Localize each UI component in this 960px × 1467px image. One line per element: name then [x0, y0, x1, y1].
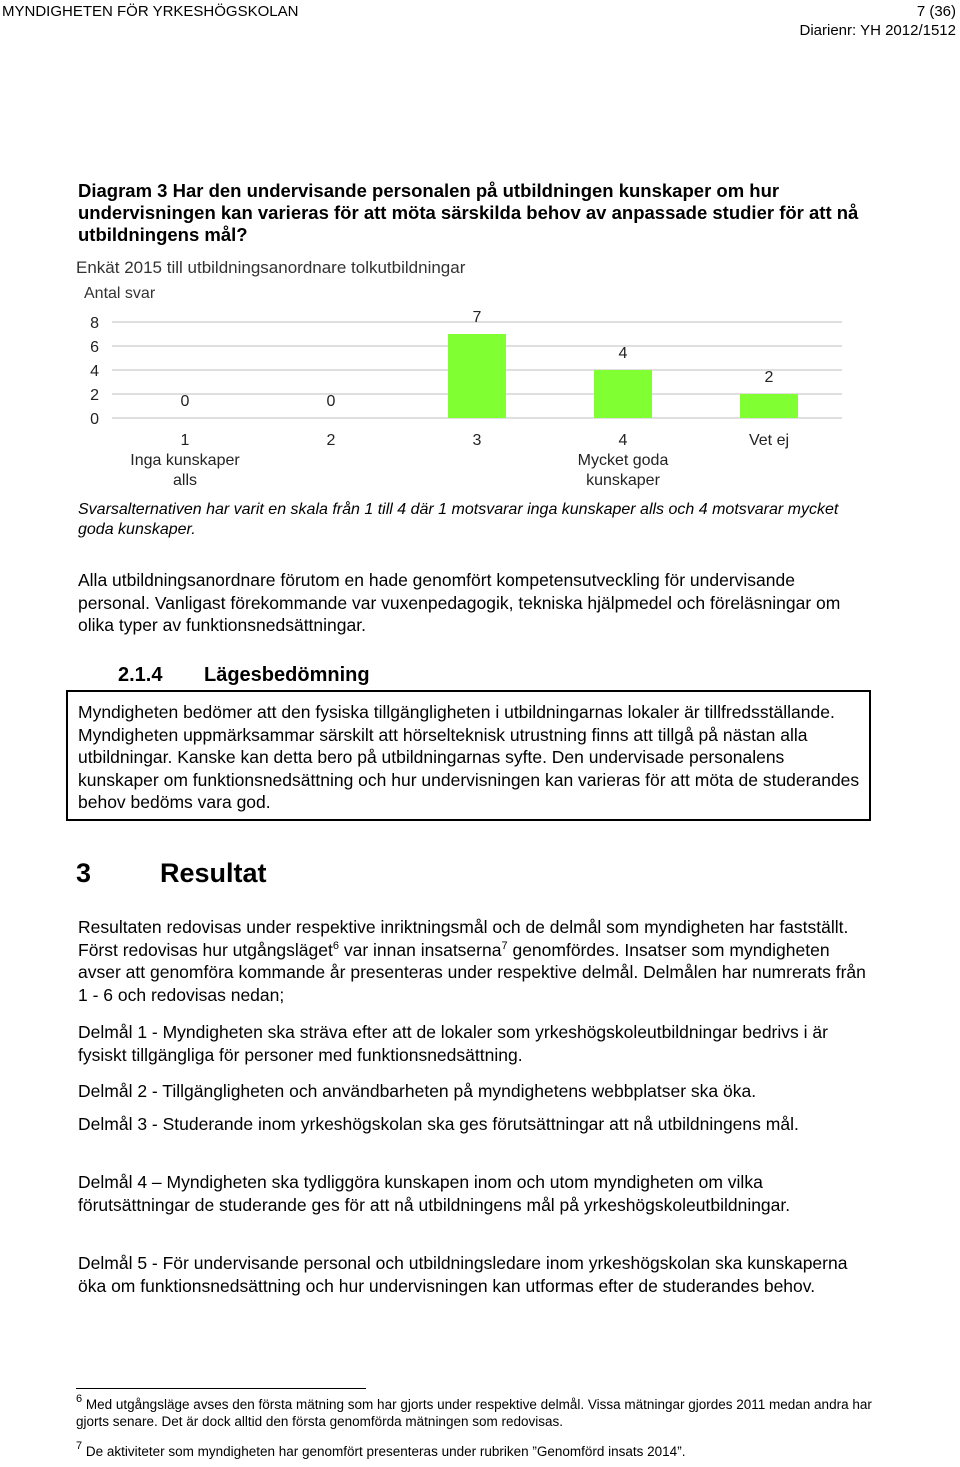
- delmal-1: Delmål 1 - Myndigheten ska sträva efter att de lokaler som yrkeshögskoleutbildningar bedrivs i är fysiskt tillgängliga för personer med funktionsnedsättning.: [78, 1022, 828, 1065]
- footnote-ref-6: 6: [332, 939, 339, 952]
- bar: [594, 370, 652, 418]
- results-intro: Resultaten redovisas under respektive inriktningsmål och de delmål som myndigheten har fastställt. Först redovisas hur utgångsläget$^6$ var innan insatserna$^7$ genomfördes. Insatser som myndigheten avser att genomföra kommande år presenteras under respektive delmål. Delmålen har numrerats från 1 - 6 och redovisas nedan;: [78, 917, 866, 1005]
- footnote-7: $^7$ De aktiviteter som myndigheten har genomfört presenteras under rubriken ”Genomförd insats 2014”.: [76, 1440, 686, 1459]
- bar-chart: [0, 0, 960, 500]
- chart-ticks: [90, 315, 99, 428]
- delmal-3: Delmål 3 - Studerande inom yrkeshögskolan ska ges förutsättningar att nå utbildningens mål.: [78, 1114, 799, 1134]
- y-tick-label: 2: [90, 387, 99, 404]
- y-tick-label: 4: [90, 363, 99, 380]
- bar: [448, 334, 506, 418]
- x-tick-label: 3: [472, 432, 482, 449]
- bar-value-label: 7: [472, 309, 482, 326]
- x-tick-label: Vet ej: [748, 432, 790, 449]
- section-title: Resultat: [160, 858, 267, 888]
- subsection-title: Lägesbedömning: [204, 664, 370, 686]
- chart-caption: Svarsalternativen har varit en skala från 1 till 4 där 1 motsvarar inga kunskaper alls och 4 motsvarar mycket goda kunskaper.: [78, 501, 839, 538]
- diagram-title: Diagram 3 Har den undervisande personalen på utbildningen kunskaper om hur undervisningen kan varieras för att möta särskilda behov av anpassade studier för att nå utbildningens mål?: [78, 180, 859, 245]
- x-tick-label: 1 Inga kunskaper alls: [130, 432, 240, 489]
- section-number: 3: [76, 858, 92, 888]
- delmal-4: Delmål 4 – Myndigheten ska tydliggöra kunskapen inom och utom myndigheten om vilka förutsättningar de studerande ges för att nå utbildningens mål på yrkeshögskoleutbildningar.: [78, 1172, 791, 1215]
- y-tick-label: 8: [90, 315, 99, 332]
- footnote-ref-7: 7: [501, 939, 508, 952]
- assessment-text: Myndigheten bedömer att den fysiska tillgängligheten i utbildningarnas lokaler är tillfredsställande. Myndigheten uppmärksammar särskilt att hörselteknisk utrustning finns att tillgå på nästan alla utbildningar. Kanske kan detta bero på utbildningarnas syfte. Den undervisade personalens kunskaper om funktionsnedsättning och hur undervisningen kan varieras för att möta de studerandes behov bedöms vara god.: [78, 702, 860, 812]
- delmal-2: Delmål 2 - Tillgängligheten och användbarheten på myndighetens webbplatser ska öka.: [78, 1081, 757, 1101]
- bar-value-label: 2: [764, 369, 774, 386]
- y-tick-label: 6: [90, 339, 99, 356]
- footnote-rule: [76, 1388, 366, 1389]
- bar-value-label: 4: [618, 345, 628, 362]
- bar: [740, 394, 798, 418]
- y-tick-label: 0: [90, 411, 99, 428]
- bar-value-label: 0: [180, 393, 190, 410]
- chart-ylabel: Antal svar: [84, 285, 156, 302]
- x-tick-label: 4 Mycket goda kunskaper: [577, 432, 669, 489]
- subsection-number: 2.1.4: [118, 664, 163, 686]
- bar-value-label: 0: [326, 393, 336, 410]
- header-diarienr: Diarienr: YH 2012/1512: [799, 22, 956, 39]
- chart-title: Enkät 2015 till utbildningsanordnare tolkutbildningar: [76, 258, 466, 277]
- header-org: MYNDIGHETEN FÖR YRKESHÖGSKOLAN: [2, 3, 299, 20]
- x-tick-label: 2: [326, 432, 336, 449]
- paragraph-competence: Alla utbildningsanordnare förutom en hade genomfört kompetensutveckling för undervisande personal. Vanligast förekommande var vuxenpedagogik, tekniska hjälpmedel och föreläsningar om olika typer av funktionsnedsättningar.: [78, 570, 841, 635]
- footnote-6: $^6$ Med utgångsläge avses den första mätning som har gjorts under respektive delmål. Vissa mätningar gjordes 2011 medan andra har gjorts senare. Det är dock alltid den första genomförda mätningen som redovisas.: [76, 1393, 872, 1429]
- delmal-5: Delmål 5 - För undervisande personal och utbildningsledare inom yrkeshögskolan ska kunskaperna öka om funktionsnedsättning och hur undervisningen kan utformas efter de studerandes behov.: [78, 1253, 848, 1296]
- header-page: 7 (36): [916, 3, 956, 20]
